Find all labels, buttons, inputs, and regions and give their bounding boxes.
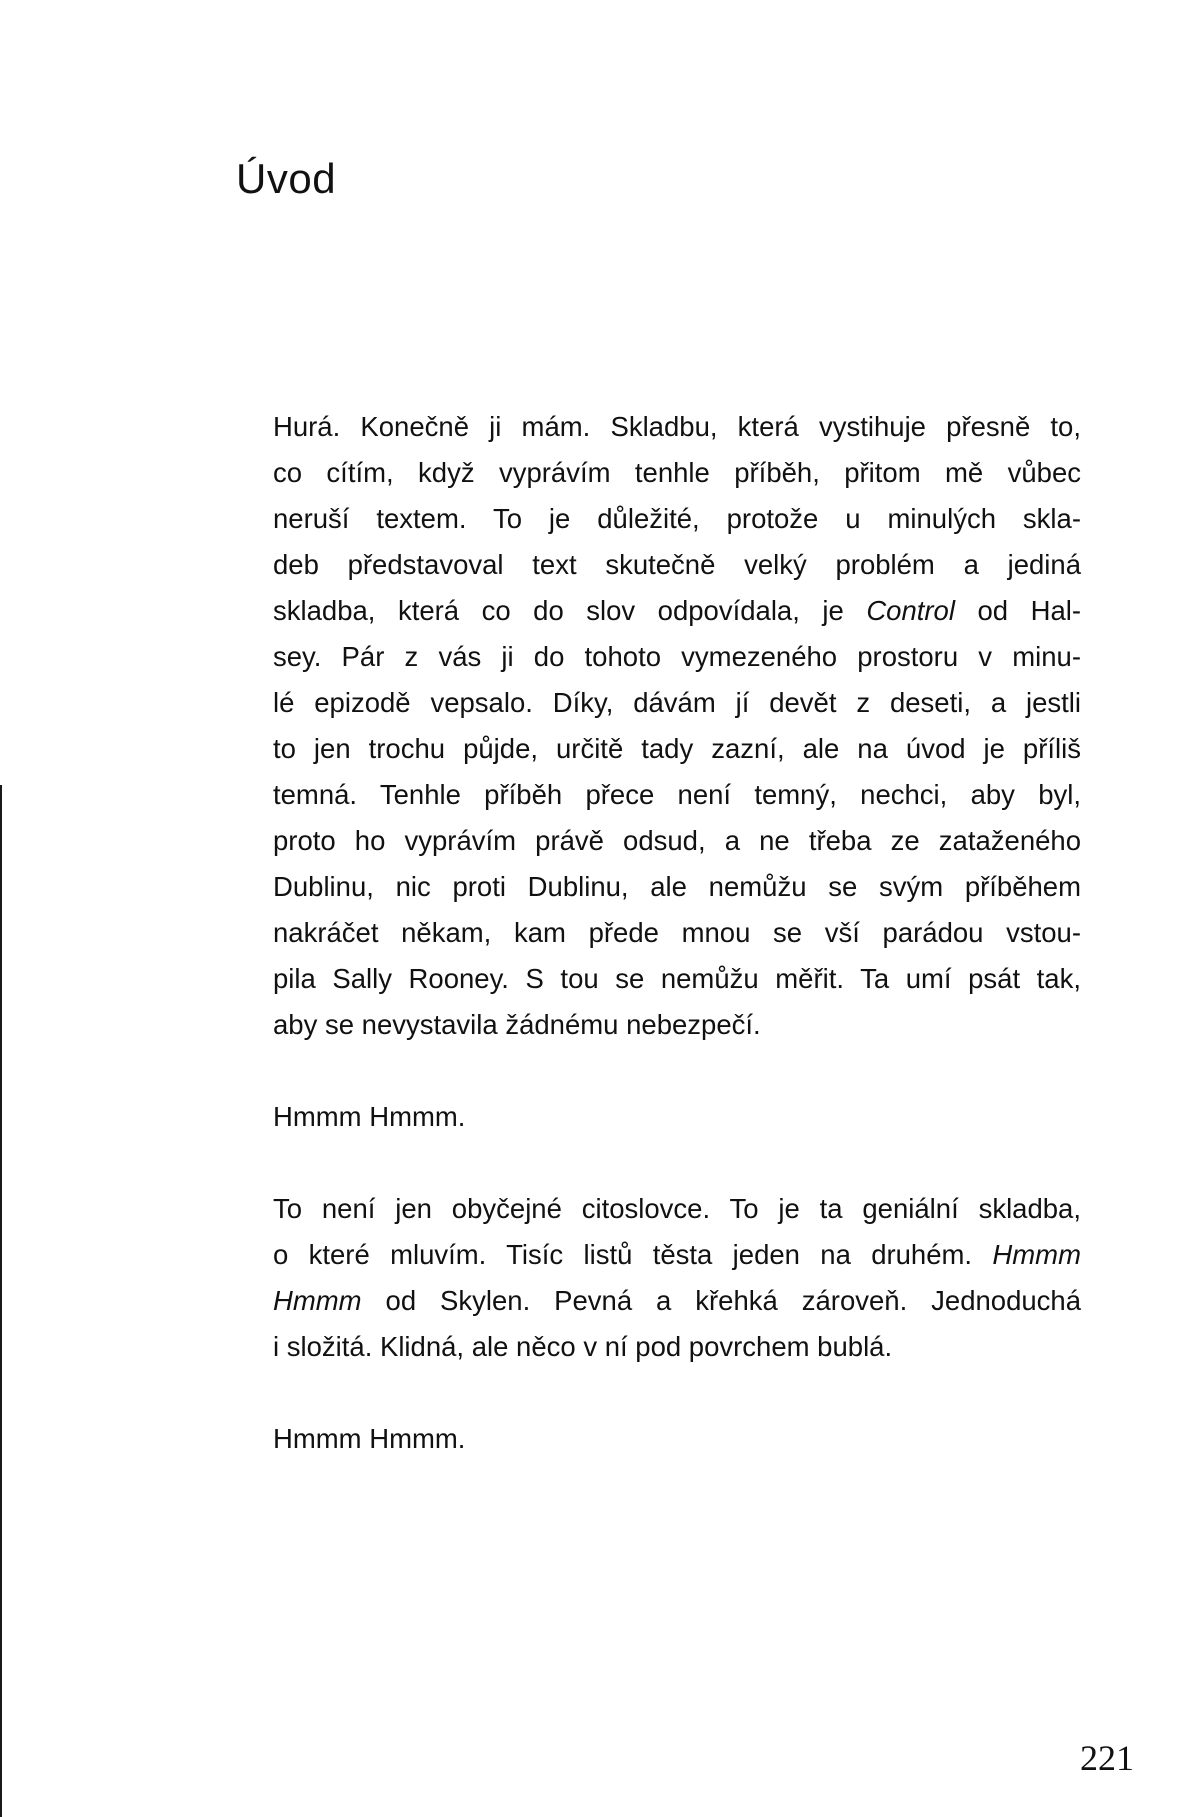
song-title-hmmm: Hmmm	[992, 1239, 1081, 1270]
song-title-control: Control	[866, 595, 955, 626]
text-line	[273, 1278, 1081, 1324]
text-line: aby se nevystavila žádnému nebezpečí.	[273, 1009, 761, 1040]
text-line: pila Sally Rooney. S tou se nemůžu měřit. Ta umí psát tak,	[273, 963, 1081, 994]
text-run: o které mluvím. Tisíc listů těsta jeden na druhém.	[273, 1239, 993, 1270]
text-line: sey. Pár z vás ji do tohoto vymezeného prostoru v minu-	[273, 641, 1081, 672]
paragraph-4: Hmmm Hmmm.	[273, 1423, 466, 1454]
text-line: lé epizodě vepsalo. Díky, dávám jí devět z deseti, a jestli	[273, 687, 1081, 718]
text-line: To není jen obyčejné citoslovce. To je ta geniální skladba,	[273, 1193, 1081, 1224]
text-line: Hurá. Konečně ji mám. Skladbu, která vystihuje přesně to,	[273, 411, 1081, 442]
paragraph-2: Hmmm Hmmm.	[273, 1101, 466, 1132]
page-edge-line	[0, 785, 2, 1817]
text-run: skladba, která co do slov odpovídala, je	[273, 595, 867, 626]
text-line: nakráčet někam, kam přede mnou se vší parádou vstou-	[273, 917, 1081, 948]
paragraph-1	[273, 404, 1081, 1048]
chapter-title: Úvod	[236, 155, 337, 202]
text-line: co cítím, když vyprávím tenhle příběh, přitom mě vůbec	[273, 457, 1081, 488]
text-line: deb představoval text skutečně velký problém a jediná	[273, 549, 1081, 580]
text-run: od Skylen. Pevná a křehká zároveň. Jednoduchá	[361, 1285, 1081, 1316]
text-line: Dublinu, nic proti Dublinu, ale nemůžu se svým příběhem	[273, 871, 1081, 902]
song-title-hmmm: Hmmm	[273, 1285, 362, 1316]
paragraph-3	[273, 1186, 1081, 1370]
text-line: i složitá. Klidná, ale něco v ní pod povrchem bublá.	[273, 1331, 893, 1362]
text-run: od Hal-	[954, 595, 1082, 626]
text-line: neruší textem. To je důležité, protože u minulých skla-	[273, 503, 1081, 534]
text-line	[273, 1232, 1081, 1278]
text-line: proto ho vyprávím právě odsud, a ne třeba ze zataženého	[273, 825, 1081, 856]
text-line: temná. Tenhle příběh přece není temný, nechci, aby byl,	[273, 779, 1081, 810]
text-line: to jen trochu půjde, určitě tady zazní, ale na úvod je příliš	[273, 733, 1081, 764]
text-line	[273, 588, 1081, 634]
body-text	[273, 404, 1081, 1462]
page-number: 221	[1080, 1738, 1134, 1778]
